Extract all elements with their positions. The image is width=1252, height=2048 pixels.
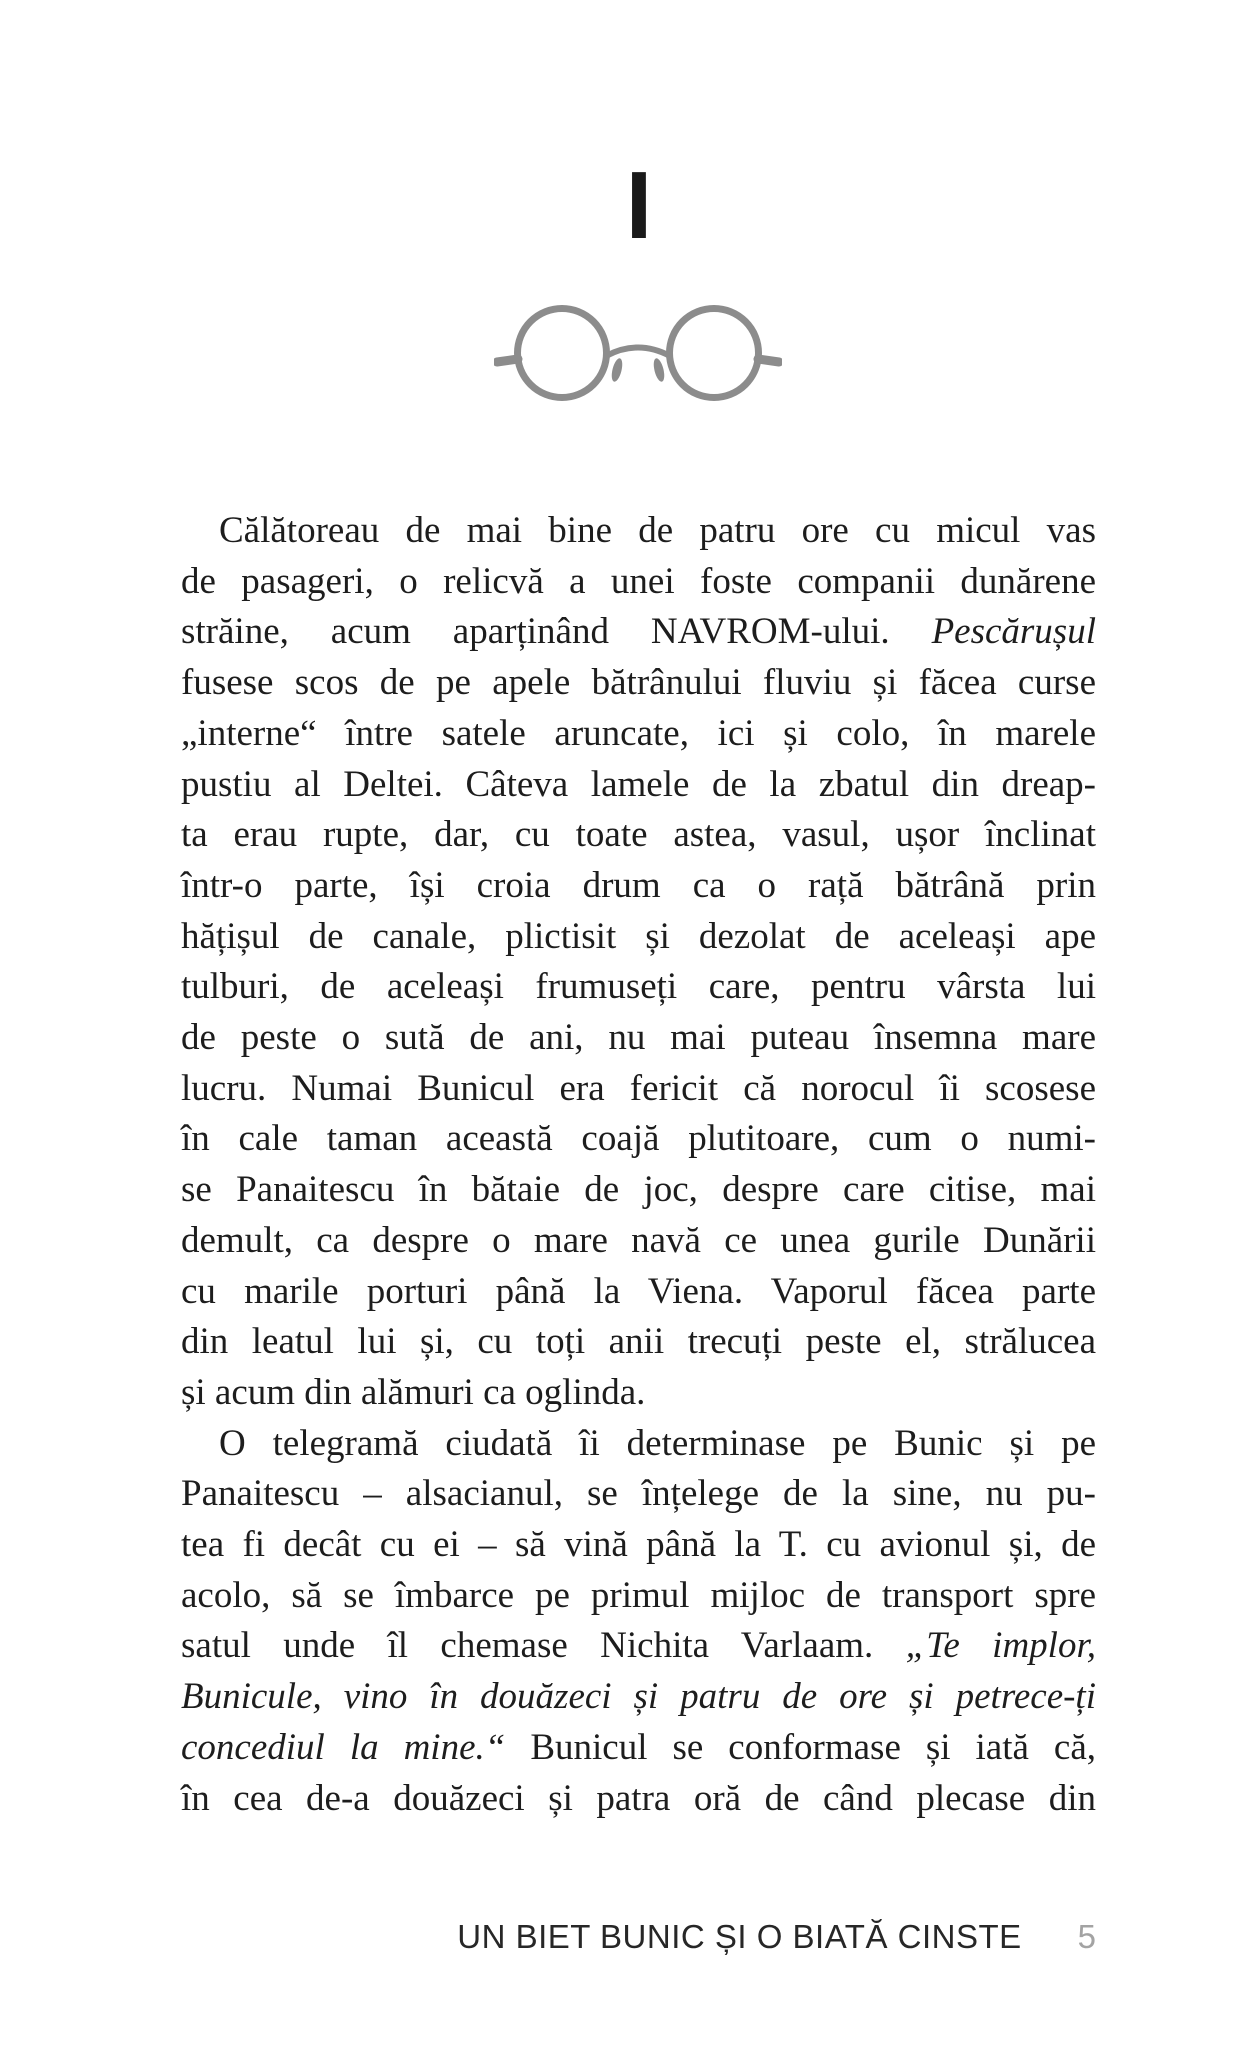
text-line: de pasageri, o relicvă a unei foste companii dunărene (181, 560, 1096, 602)
round-glasses-icon (494, 299, 782, 405)
text-line: Panaitescu – alsacianul, se înțelege de la sine, nu pu- (181, 1473, 1096, 1515)
chapter-number: I (625, 152, 653, 259)
text-line: satul unde îl chemase Nichita Varlaam. „Te implor, (181, 1625, 1097, 1667)
text-line: din leatul lui și, cu toți anii trecuți peste el, strălucea (181, 1321, 1096, 1363)
page-number: 5 (1077, 1918, 1096, 1955)
text-line: cu marile porturi până la Viena. Vaporul făcea parte (181, 1270, 1096, 1312)
text-line: și acum din alămuri ca oglinda. (181, 1371, 646, 1413)
text-line: O telegramă ciudată îi determinase pe Bunic și pe (219, 1422, 1096, 1464)
text-line: Călătoreau de mai bine de patru ore cu micul vas (219, 510, 1096, 551)
text-line: într-o parte, își croia drum ca o rață bătrână prin (181, 864, 1096, 906)
running-title: UN BIET BUNIC ȘI O BIATĂ CINSTE (457, 1918, 1022, 1955)
text-line: tea fi decât cu ei – să vină până la T. cu avionul și, de (181, 1524, 1096, 1566)
text-line: acolo, să se îmbarce pe primul mijloc de transport spre (181, 1574, 1096, 1616)
text-line: de peste o sută de ani, nu mai puteau însemna mare (181, 1017, 1096, 1059)
body-text-block (181, 506, 1096, 1824)
text-line: fusese scos de pe apele bătrânului fluviu și făcea curse (181, 662, 1096, 704)
text-line: în cale taman această coajă plutitoare, cum o numi- (181, 1118, 1096, 1160)
text-line: lucru. Numai Bunicul era fericit că norocul îi scosese (181, 1067, 1096, 1109)
page-footer (181, 1918, 1096, 1956)
text-line: tulburi, de aceleași frumuseți care, pentru vârsta lui (181, 966, 1096, 1008)
text-line: concediul la mine.“ Bunicul se conformase și iată că, (181, 1726, 1097, 1768)
text-line: străine, acum aparținând NAVROM-ului. Pescărușul (181, 611, 1096, 653)
text-line: demult, ca despre o mare navă ce unea gurile Dunării (181, 1219, 1096, 1261)
text-line: „interne“ între satele aruncate, ici și colo, în marele (181, 712, 1096, 754)
text-line: se Panaitescu în bătaie de joc, despre care citise, mai (181, 1169, 1096, 1211)
text-line: Bunicule, vino în douăzeci și patru de ore și petrece-ți (181, 1676, 1096, 1718)
text-line: hățișul de canale, plictisit și dezolat de aceleași ape (181, 915, 1096, 957)
text-line: pustiu al Deltei. Câteva lamele de la zbatul din dreap- (181, 763, 1096, 805)
text-line: în cea de-a douăzeci și patra oră de când plecase din (181, 1777, 1096, 1819)
text-line: ta erau rupte, dar, cu toate astea, vasul, ușor înclinat (181, 814, 1096, 856)
